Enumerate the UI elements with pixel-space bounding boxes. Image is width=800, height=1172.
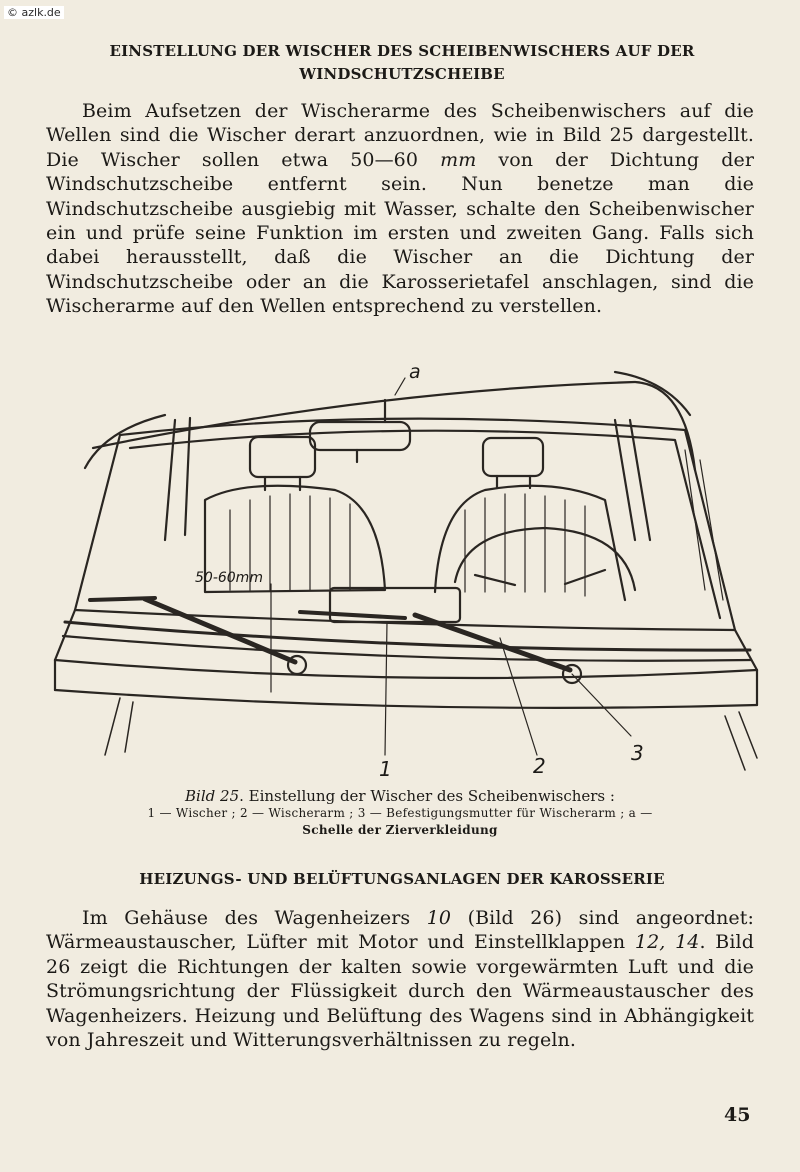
- label-3: 3: [631, 741, 644, 765]
- caption-title: [40, 788, 760, 805]
- paragraph-text-c: . Bild 26 zeigt die Richtungen der kalten sowie vorgewärmten Luft und die Strömungsrichtung der Flüssigkeit durch den Wärmeaustauscher des Wagenheizers. Heizung und Belüftung des Wagens sind in Abhängigkeit von Jahreszeit und Witterungsverhältnissen zu regeln.: [46, 931, 754, 1052]
- unit-mm: mm: [440, 148, 477, 171]
- paragraph-text-a: Im Gehäuse des Wagenheizers: [82, 907, 427, 929]
- section-heading-heating: HEIZUNGS- UND BELÜFTUNGSANLAGEN DER KAROSSERIE: [139, 870, 665, 888]
- figure-windshield-illustration: [45, 360, 760, 785]
- paragraph-heating: [46, 906, 754, 1052]
- caption-legend-line-2: [40, 822, 760, 839]
- watermark: © azlk.de: [4, 6, 64, 19]
- caption-title-text: . Einstellung der Wischer des Scheibenwischers :: [239, 787, 615, 805]
- label-distance: 50-60mm: [195, 570, 263, 586]
- section-heading-wiper: [46, 40, 758, 86]
- heading-line-2: WINDSCHUTZSCHEIBE: [299, 65, 505, 83]
- paragraph-wiper: [46, 99, 754, 319]
- label-1: 1: [379, 757, 392, 781]
- paragraph-text-b: (Bild 26) sind angeordnet: Wärmeaustauscher, Lüfter mit Motor und Einstellklappen: [46, 907, 754, 954]
- paragraph-text-rest: von der Dichtung der Windschutzscheibe entfernt sein. Nun benetze man die Windschutzscheibe ausgiebig mit Wasser, schalte den Scheibenwischer ein und prüfe seine Funktion im ersten und zweiten Gang. Falls sich dabei herausstellt, daß die Wischer an die Dichtung der Windschutzscheibe oder an die Karosserietafel anschlagen, sind die Wischerarme auf den Wellen entsprechend zu verstellen.: [46, 148, 754, 318]
- figure-caption: [40, 788, 760, 839]
- page-number: 45: [724, 1104, 751, 1126]
- ref-num-12-14: 12, 14: [634, 931, 700, 954]
- label-a: a: [409, 361, 421, 383]
- caption-legend-line-2-text: Schelle der Zierverkleidung: [302, 823, 498, 837]
- heading-line-1: EINSTELLUNG DER WISCHER DES SCHEIBENWISCHERS AUF DER: [109, 42, 695, 60]
- ref-num-10: 10: [426, 907, 452, 929]
- caption-bild: Bild 25: [185, 787, 240, 805]
- paragraph-text: Beim Aufsetzen der Wischerarme des Scheibenwischers auf die Wellen sind die Wischer derart anzuordnen, wie in Bild 25 dargestellt. Die Wischer sollen etwa 50—60: [46, 100, 754, 171]
- caption-legend-line-1: 1 — Wischer ; 2 — Wischerarm ; 3 — Befestigungsmutter für Wischerarm ; a —: [147, 806, 653, 820]
- label-2: 2: [533, 754, 546, 778]
